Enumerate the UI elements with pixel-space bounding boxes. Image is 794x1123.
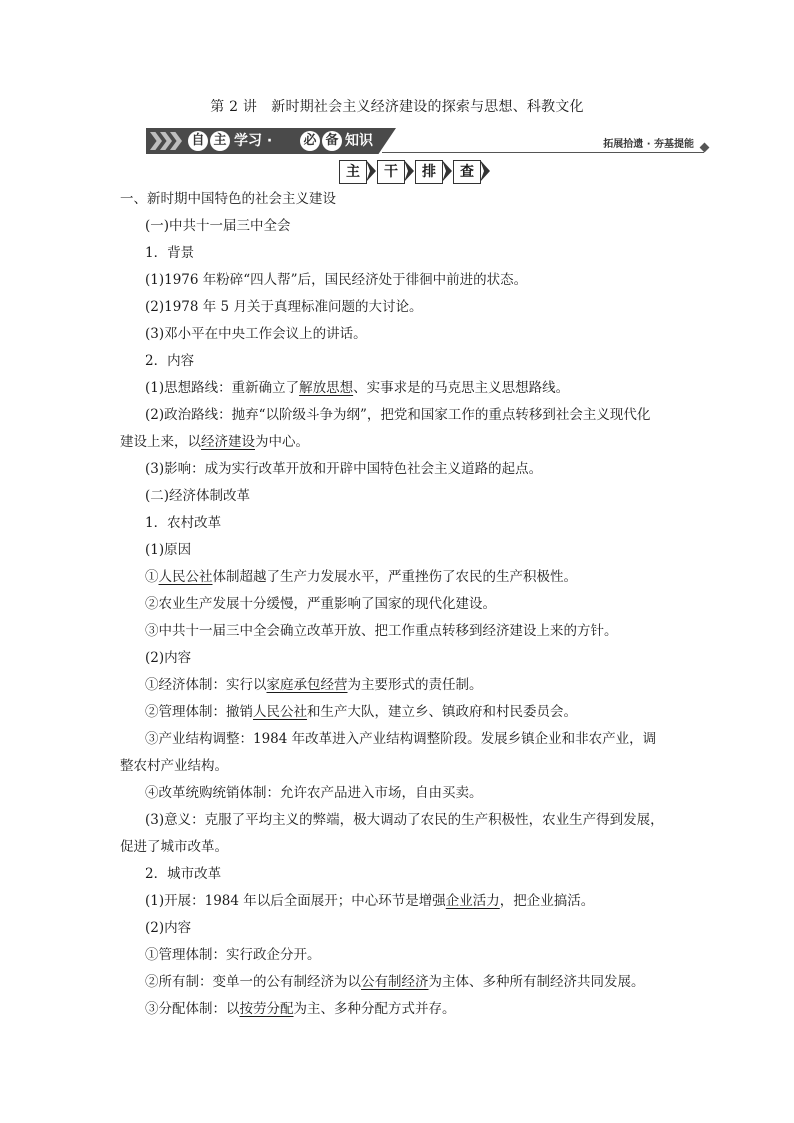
body-line: ①管理体制：实行政企分开。 [145,947,321,963]
body-line: (2)政治路线：抛弃“以阶级斗争为纲”，把党和国家工作的重点转移到社会主义现代化 [145,407,651,423]
heading-section: 一、新时期中国特色的社会主义建设 [120,191,336,207]
body-line: (3)影响：成为实行改革开放和开辟中国特色社会主义道路的起点。 [145,461,543,477]
subheading: (一)中共十一届三中全会 [145,218,291,234]
body-line: 整农村产业结构。 [120,758,228,774]
text-segment: 为中心。 [255,434,309,450]
subheading: (1)原因 [145,542,192,558]
text-segment: 、实事求是的马克思主义思想路线。 [353,380,570,396]
text-segment: 为主要形式的责任制。 [347,677,483,693]
body-line: ④改革统购统销体制：允许农产品进入市场，自由买卖。 [145,785,483,801]
body-line [145,891,594,911]
body-line [145,972,645,992]
body-line [145,999,456,1019]
arrow-right-icon [366,160,376,182]
tag-char: 主 [339,160,367,184]
tag-char: 干 [377,160,405,184]
tag-char: 查 [453,160,481,184]
text-segment: 体制超越了生产力发展水平，严重挫伤了农民的生产积极性。 [212,569,577,585]
banner-char-circle: 备 [322,131,342,151]
text-segment: ，把企业搞活。 [499,893,595,909]
diamond-icon [700,143,710,153]
body-line [145,567,577,587]
body-line [120,432,309,452]
body-line [145,378,569,398]
text-segment: (1)开展：1984 年以后全面展开；中心环节是增强 [145,893,446,909]
banner-char-circle: 必 [300,131,320,151]
subheading: 1．农村改革 [145,515,222,531]
text-segment: 为主、多种分配方式并存。 [293,1001,456,1017]
banner-char-circle: 自 [188,131,208,151]
blank-answer: 公有制经济 [361,974,429,990]
subheading: (2)内容 [145,920,192,936]
banner-right-text: 拓展拾遗 · 夯基提能 [603,139,694,150]
body-line: (3)意义：克服了平均主义的弊端，极大调动了农民的生产积极性，农业生产得到发展， [145,812,664,828]
body-line: ③中共十一届三中全会确立改革开放、把工作重点转移到经济建设上来的方针。 [145,623,618,639]
body-line: ③产业结构调整：1984 年改革进入产业结构调整阶段。发展乡镇企业和非农产业，调 [145,731,657,747]
arrow-right-icon [442,160,452,182]
section-banner [146,128,712,154]
blank-answer: 按劳分配 [239,1001,294,1017]
text-segment: ① [145,569,159,585]
body-line: ②农业生产发展十分缓慢，严重影响了国家的现代化建设。 [145,596,496,612]
text-segment: ③分配体制：以 [145,1001,240,1017]
text-segment: (1)思想路线：重新确立了 [145,380,300,396]
blank-answer: 企业活力 [445,893,500,909]
arrow-right-icon [404,160,414,182]
blank-answer: 解放思想 [299,380,354,396]
body-line: (2)1978 年 5 月关于真理标准问题的大讨论。 [145,299,423,315]
text-segment: ②管理体制：撤销 [145,704,253,720]
text-segment: ①经济体制：实行以 [145,677,267,693]
body-line: (1)1976 年粉碎“四人帮”后，国民经济处于徘徊中前进的状态。 [145,272,528,288]
text-segment: 为主体、多种所有制经济共同发展。 [428,974,645,990]
subheading: (二)经济体制改革 [145,488,251,504]
subheading: 2．内容 [145,353,195,369]
subheading: 2．城市改革 [145,866,222,882]
text-segment: ②所有制：变单一的公有制经济为以 [145,974,361,990]
blank-answer: 经济建设 [201,434,255,450]
body-line [145,675,483,695]
blank-answer: 人民公社 [253,704,307,720]
subheading: 1．背景 [145,245,195,261]
arrow-right-icon [480,160,490,182]
text-segment: 建设上来，以 [120,434,201,450]
body-line [145,702,577,722]
body-line: 促进了城市改革。 [120,839,228,855]
banner-divider [382,152,704,153]
subheading: (2)内容 [145,650,192,666]
page-title: 第 2 讲 新时期社会主义经济建设的探索与思想、科教文化 [210,99,584,115]
blank-answer: 人民公社 [158,569,213,585]
banner-text: 知识 [345,133,373,149]
tag-char: 排 [415,160,443,184]
blank-answer: 家庭承包经营 [266,677,348,693]
banner-char-circle: 主 [210,131,230,151]
section-tag [339,160,491,182]
banner-text: 学习 · [234,133,273,149]
body-line: (3)邓小平在中央工作会议上的讲话。 [145,326,367,342]
text-segment: 和生产大队，建立乡、镇政府和村民委员会。 [307,704,577,720]
